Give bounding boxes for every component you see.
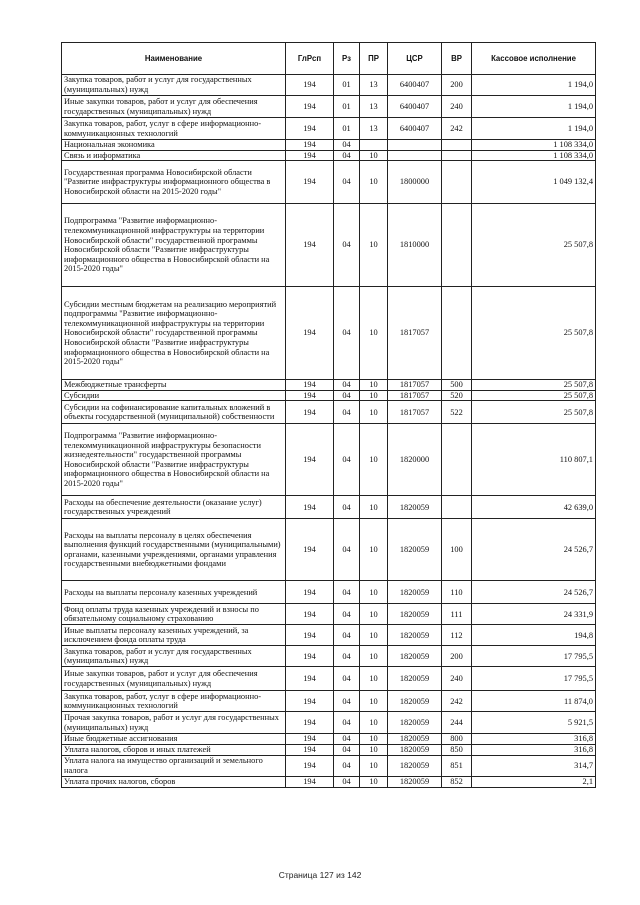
cell-glrsp: 194 xyxy=(286,287,334,380)
cell-name: Уплата налога на имущество организаций и земельного налога xyxy=(62,755,286,776)
cell-csr: 1820059 xyxy=(388,667,442,691)
cell-name: Подпрограмма "Развитие информационно-телекоммуникационной инфраструктуры на территории Новосибирской области" государственной программы Новосибирской области "Развитие инфраструктуры информационного общества в Новосибирской области на 2015-2020 годы" xyxy=(62,204,286,287)
table-row xyxy=(62,380,596,391)
table-row xyxy=(62,519,596,581)
cell-name: Субсидии xyxy=(62,390,286,401)
cell-rz: 01 xyxy=(334,118,360,140)
table-row xyxy=(62,734,596,745)
cell-glrsp: 194 xyxy=(286,380,334,391)
cell-name: Государственная программа Новосибирской области "Развитие инфраструктуры информационного общества в Новосибирской области на 2015-2020 годы" xyxy=(62,161,286,204)
cell-glrsp: 194 xyxy=(286,96,334,118)
cell-csr: 1820059 xyxy=(388,519,442,581)
cell-pr: 10 xyxy=(360,744,388,755)
cell-glrsp: 194 xyxy=(286,744,334,755)
header-csr: ЦСР xyxy=(388,43,442,75)
cell-amount: 25 507,8 xyxy=(472,380,596,391)
cell-vr: 110 xyxy=(442,581,472,604)
cell-pr: 10 xyxy=(360,380,388,391)
cell-pr: 10 xyxy=(360,755,388,776)
cell-name: Закупка товаров, работ, услуг в сфере информационно-коммуникационных технологий xyxy=(62,118,286,140)
cell-pr: 10 xyxy=(360,646,388,667)
cell-name: Расходы на выплаты персоналу казенных учреждений xyxy=(62,581,286,604)
cell-rz: 04 xyxy=(334,744,360,755)
cell-csr: 1820059 xyxy=(388,776,442,787)
cell-pr xyxy=(360,140,388,151)
cell-csr: 1817057 xyxy=(388,390,442,401)
cell-glrsp: 194 xyxy=(286,604,334,625)
cell-vr: 240 xyxy=(442,667,472,691)
table-body xyxy=(62,75,596,788)
cell-pr: 10 xyxy=(360,712,388,734)
header-rz: Рз xyxy=(334,43,360,75)
cell-name: Иные выплаты персоналу казенных учреждений, за исключением фонда оплаты труда xyxy=(62,625,286,646)
table-row xyxy=(62,744,596,755)
cell-amount: 24 331,9 xyxy=(472,604,596,625)
cell-glrsp: 194 xyxy=(286,646,334,667)
table-row xyxy=(62,691,596,712)
cell-name: Субсидии на софинансирование капитальных вложений в объекты государственной (муниципальной) собственности xyxy=(62,401,286,424)
cell-pr: 10 xyxy=(360,604,388,625)
cell-pr: 10 xyxy=(360,496,388,519)
cell-name: Закупка товаров, работ, услуг в сфере информационно-коммуникационных технологий xyxy=(62,691,286,712)
cell-amount: 314,7 xyxy=(472,755,596,776)
cell-csr: 6400407 xyxy=(388,75,442,96)
cell-vr: 200 xyxy=(442,646,472,667)
cell-vr: 850 xyxy=(442,744,472,755)
cell-vr xyxy=(442,161,472,204)
table-row xyxy=(62,776,596,787)
cell-amount: 17 795,5 xyxy=(472,667,596,691)
header-pr: ПР xyxy=(360,43,388,75)
cell-pr: 10 xyxy=(360,150,388,161)
cell-glrsp: 194 xyxy=(286,712,334,734)
cell-amount: 25 507,8 xyxy=(472,401,596,424)
cell-name: Прочая закупка товаров, работ и услуг для государственных (муниципальных) нужд xyxy=(62,712,286,734)
cell-amount: 1 108 334,0 xyxy=(472,150,596,161)
cell-pr: 10 xyxy=(360,691,388,712)
cell-pr: 10 xyxy=(360,776,388,787)
cell-csr: 6400407 xyxy=(388,118,442,140)
cell-pr: 10 xyxy=(360,161,388,204)
cell-amount: 5 921,5 xyxy=(472,712,596,734)
cell-amount: 1 049 132,4 xyxy=(472,161,596,204)
table-row xyxy=(62,150,596,161)
cell-pr: 10 xyxy=(360,667,388,691)
cell-rz: 04 xyxy=(334,140,360,151)
cell-name: Иные закупки товаров, работ и услуг для обеспечения государственных (муниципальных) нужд xyxy=(62,96,286,118)
cell-vr: 112 xyxy=(442,625,472,646)
cell-vr: 522 xyxy=(442,401,472,424)
cell-rz: 04 xyxy=(334,646,360,667)
cell-vr: 240 xyxy=(442,96,472,118)
table-row xyxy=(62,712,596,734)
cell-rz: 04 xyxy=(334,604,360,625)
cell-vr xyxy=(442,424,472,496)
cell-rz: 04 xyxy=(334,734,360,745)
cell-vr: 242 xyxy=(442,118,472,140)
cell-glrsp: 194 xyxy=(286,496,334,519)
cell-rz: 04 xyxy=(334,401,360,424)
cell-name: Подпрограмма "Развитие информационно-телекоммуникационной инфраструктуры безопасности жизнедеятельности" государственной программы Новосибирской области "Развитие инфраструктуры информационного общества в Новосибирской области на 2015-2020 годы" xyxy=(62,424,286,496)
cell-amount: 1 194,0 xyxy=(472,118,596,140)
cell-vr: 520 xyxy=(442,390,472,401)
table-row xyxy=(62,604,596,625)
cell-name: Закупка товаров, работ и услуг для государственных (муниципальных) нужд xyxy=(62,646,286,667)
cell-name: Иные закупки товаров, работ и услуг для обеспечения государственных (муниципальных) нужд xyxy=(62,667,286,691)
table-row xyxy=(62,401,596,424)
cell-vr xyxy=(442,204,472,287)
table-row xyxy=(62,287,596,380)
cell-glrsp: 194 xyxy=(286,401,334,424)
cell-rz: 04 xyxy=(334,150,360,161)
cell-rz: 04 xyxy=(334,712,360,734)
cell-csr: 1820059 xyxy=(388,734,442,745)
cell-rz: 01 xyxy=(334,75,360,96)
cell-pr: 10 xyxy=(360,734,388,745)
cell-vr: 111 xyxy=(442,604,472,625)
cell-name: Закупка товаров, работ и услуг для государственных (муниципальных) нужд xyxy=(62,75,286,96)
cell-amount: 17 795,5 xyxy=(472,646,596,667)
cell-name: Национальная экономика xyxy=(62,140,286,151)
cell-csr: 1820059 xyxy=(388,581,442,604)
budget-execution-table xyxy=(61,42,596,788)
cell-glrsp: 194 xyxy=(286,734,334,745)
cell-glrsp: 194 xyxy=(286,118,334,140)
table-row xyxy=(62,75,596,96)
cell-amount: 11 874,0 xyxy=(472,691,596,712)
cell-glrsp: 194 xyxy=(286,755,334,776)
cell-name: Межбюджетные трансферты xyxy=(62,380,286,391)
cell-amount: 194,8 xyxy=(472,625,596,646)
cell-rz: 04 xyxy=(334,380,360,391)
cell-glrsp: 194 xyxy=(286,691,334,712)
cell-csr: 1820059 xyxy=(388,604,442,625)
cell-pr: 10 xyxy=(360,390,388,401)
cell-glrsp: 194 xyxy=(286,625,334,646)
cell-amount: 25 507,8 xyxy=(472,390,596,401)
cell-amount: 25 507,8 xyxy=(472,287,596,380)
cell-csr: 1817057 xyxy=(388,401,442,424)
cell-rz: 04 xyxy=(334,496,360,519)
cell-name: Уплата прочих налогов, сборов xyxy=(62,776,286,787)
cell-rz: 04 xyxy=(334,755,360,776)
cell-rz: 04 xyxy=(334,667,360,691)
cell-vr: 242 xyxy=(442,691,472,712)
cell-pr: 13 xyxy=(360,75,388,96)
cell-glrsp: 194 xyxy=(286,140,334,151)
cell-csr: 1817057 xyxy=(388,287,442,380)
cell-rz: 01 xyxy=(334,96,360,118)
cell-rz: 04 xyxy=(334,287,360,380)
cell-name: Расходы на выплаты персоналу в целях обеспечения выполнения функций государственными (муниципальными) органами, казенными учреждениями, органами управления государственными внебюджетными фондами xyxy=(62,519,286,581)
cell-csr: 1817057 xyxy=(388,380,442,391)
cell-csr: 1820059 xyxy=(388,712,442,734)
cell-amount: 25 507,8 xyxy=(472,204,596,287)
table-row xyxy=(62,667,596,691)
table-row xyxy=(62,496,596,519)
cell-csr xyxy=(388,140,442,151)
cell-glrsp: 194 xyxy=(286,581,334,604)
cell-glrsp: 194 xyxy=(286,519,334,581)
cell-name: Расходы на обеспечение деятельности (оказание услуг) государственных учреждений xyxy=(62,496,286,519)
cell-csr xyxy=(388,150,442,161)
page-number: Страница 127 из 142 xyxy=(278,870,362,880)
table-row xyxy=(62,424,596,496)
cell-vr xyxy=(442,150,472,161)
cell-pr: 10 xyxy=(360,204,388,287)
cell-csr: 1820059 xyxy=(388,625,442,646)
cell-amount: 316,8 xyxy=(472,734,596,745)
table-row xyxy=(62,581,596,604)
cell-pr: 10 xyxy=(360,519,388,581)
header-glrsp: ГлРсп xyxy=(286,43,334,75)
cell-rz: 04 xyxy=(334,691,360,712)
cell-pr: 10 xyxy=(360,401,388,424)
cell-amount: 110 807,1 xyxy=(472,424,596,496)
cell-vr xyxy=(442,140,472,151)
cell-glrsp: 194 xyxy=(286,150,334,161)
cell-csr: 1800000 xyxy=(388,161,442,204)
cell-amount: 1 108 334,0 xyxy=(472,140,596,151)
cell-rz: 04 xyxy=(334,424,360,496)
cell-rz: 04 xyxy=(334,204,360,287)
cell-pr: 13 xyxy=(360,96,388,118)
cell-rz: 04 xyxy=(334,776,360,787)
cell-csr: 1810000 xyxy=(388,204,442,287)
cell-rz: 04 xyxy=(334,519,360,581)
cell-amount: 42 639,0 xyxy=(472,496,596,519)
cell-amount: 1 194,0 xyxy=(472,75,596,96)
cell-rz: 04 xyxy=(334,581,360,604)
cell-csr: 1820059 xyxy=(388,744,442,755)
cell-csr: 1820059 xyxy=(388,755,442,776)
cell-glrsp: 194 xyxy=(286,75,334,96)
cell-csr: 6400407 xyxy=(388,96,442,118)
cell-glrsp: 194 xyxy=(286,204,334,287)
cell-glrsp: 194 xyxy=(286,667,334,691)
cell-vr: 851 xyxy=(442,755,472,776)
cell-name: Субсидии местным бюджетам на реализацию мероприятий подпрограммы "Развитие информационно-телекоммуникационной инфраструктуры на территории Новосибирской области" государственной программы Новосибирской области "Развитие инфраструктуры информационного общества в Новосибирской области на 2015-2020 годы" xyxy=(62,287,286,380)
table-row xyxy=(62,140,596,151)
cell-csr: 1820000 xyxy=(388,424,442,496)
cell-vr: 100 xyxy=(442,519,472,581)
table-header-row xyxy=(62,43,596,75)
cell-rz: 04 xyxy=(334,161,360,204)
cell-rz: 04 xyxy=(334,625,360,646)
cell-vr: 800 xyxy=(442,734,472,745)
cell-pr: 10 xyxy=(360,424,388,496)
cell-amount: 316,8 xyxy=(472,744,596,755)
cell-name: Фонд оплаты труда казенных учреждений и взносы по обязательному социальному страхованию xyxy=(62,604,286,625)
cell-csr: 1820059 xyxy=(388,691,442,712)
cell-name: Иные бюджетные ассигнования xyxy=(62,734,286,745)
header-name: Наименование xyxy=(62,43,286,75)
cell-glrsp: 194 xyxy=(286,776,334,787)
table-row xyxy=(62,625,596,646)
cell-glrsp: 194 xyxy=(286,390,334,401)
cell-glrsp: 194 xyxy=(286,424,334,496)
table-row xyxy=(62,96,596,118)
header-vr: ВР xyxy=(442,43,472,75)
table-row xyxy=(62,755,596,776)
cell-csr: 1820059 xyxy=(388,496,442,519)
cell-vr xyxy=(442,496,472,519)
cell-amount: 24 526,7 xyxy=(472,581,596,604)
cell-glrsp: 194 xyxy=(286,161,334,204)
cell-amount: 2,1 xyxy=(472,776,596,787)
cell-pr: 10 xyxy=(360,581,388,604)
cell-vr: 244 xyxy=(442,712,472,734)
cell-pr: 10 xyxy=(360,287,388,380)
cell-pr: 10 xyxy=(360,625,388,646)
cell-name: Связь и информатика xyxy=(62,150,286,161)
cell-pr: 13 xyxy=(360,118,388,140)
cell-vr: 200 xyxy=(442,75,472,96)
header-amount: Кассовое исполнение xyxy=(472,43,596,75)
table-row xyxy=(62,204,596,287)
cell-rz: 04 xyxy=(334,390,360,401)
table-row xyxy=(62,390,596,401)
cell-amount: 24 526,7 xyxy=(472,519,596,581)
table-row xyxy=(62,161,596,204)
cell-vr: 852 xyxy=(442,776,472,787)
cell-csr: 1820059 xyxy=(388,646,442,667)
cell-vr xyxy=(442,287,472,380)
table-row xyxy=(62,646,596,667)
cell-amount: 1 194,0 xyxy=(472,96,596,118)
cell-vr: 500 xyxy=(442,380,472,391)
table-row xyxy=(62,118,596,140)
cell-name: Уплата налогов, сборов и иных платежей xyxy=(62,744,286,755)
